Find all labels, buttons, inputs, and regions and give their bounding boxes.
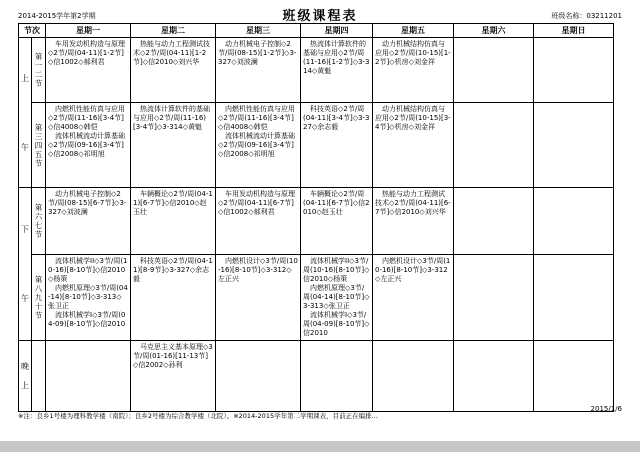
course-entry: 动力机械电子控制◇2节/周(08-15)[6-7节]◇3-327◇刘波澜	[48, 190, 127, 216]
bottom-gray-strip	[0, 441, 640, 452]
course-cell	[534, 38, 614, 103]
schedule-row	[19, 103, 614, 188]
course-entry: 热能与动力工程测试技术◇2节/周(04-11)[6-7节]◇信2010◇刘兴华	[375, 190, 451, 216]
course-entry: 内燃机性能仿真与应用◇2节/周(11-16)[3-4节]◇信4008◇韩恺	[218, 105, 295, 131]
course-entry: 动力机械结构仿真与应用◇2节/周(10-15)[3-4节]◇机房◇刘金祥	[375, 105, 451, 131]
period-label: 第 三 四 五 节	[32, 103, 46, 188]
course-entry: 动力机械电子控制◇2节/周(08-15)[1-2节]◇3-327◇刘波澜	[218, 40, 297, 66]
course-entry: 流体机械学II◇3节/周(10-16)[8-10节]◇信2010◇杨策	[303, 257, 370, 283]
session-label: 上 午	[19, 38, 32, 188]
course-cell	[301, 38, 373, 103]
course-cell	[216, 188, 301, 255]
course-entry: 车用发动机构造与原理◇2节/周(04-11)[6-7节]◇信1002◇郝利君	[218, 190, 295, 216]
course-cell	[131, 341, 216, 412]
schedule-row	[19, 255, 614, 341]
course-cell	[373, 341, 454, 412]
course-cell	[216, 103, 301, 188]
course-cell	[301, 188, 373, 255]
footer-date: 2015/1/6	[590, 405, 622, 413]
corner-header: 节次	[19, 24, 46, 38]
day-header-tuesday: 星期二	[131, 24, 216, 38]
schedule-row	[19, 341, 614, 412]
term-label: 2014-2015学年第2学期	[18, 12, 96, 20]
course-cell	[131, 255, 216, 341]
course-entry: 内燃机性能仿真与应用◇2节/周(11-16)[3-4节]◇信4008◇韩恺	[48, 105, 125, 131]
course-entry: 流体机械流动计算基础◇2节/周(09-16)[3-4节]◇信2008◇祁明旭	[218, 132, 295, 158]
day-header-monday: 星期一	[46, 24, 131, 38]
page-title: 班级课程表	[282, 9, 358, 24]
course-entry: 车用发动机构造与原理◇2节/周(04-11)[1-2节]◇信1002◇郝利君	[48, 40, 125, 66]
course-entry: 流体机械流动计算基础◇2节/周(09-16)[3-4节]◇信2008◇祁明旭	[48, 132, 125, 158]
course-cell	[46, 255, 131, 341]
course-entry: 热流体计算软件的基础与应用◇2节/周(11-16)[3-4节]◇3-314◇黄魁	[133, 105, 210, 131]
course-cell	[46, 188, 131, 255]
course-cell	[131, 38, 216, 103]
course-cell	[131, 103, 216, 188]
footer-note: ※注：良乡1号楼为理科教学楼（南院）；良乡2号楼为综合教学楼（北院）。※2014-2015学年第二学期课表，目前正在编排...	[18, 412, 378, 420]
period-label: 第 一 二 节	[32, 38, 46, 103]
course-cell	[454, 341, 534, 412]
course-cell	[534, 188, 614, 255]
day-header-saturday: 星期六	[454, 24, 534, 38]
course-cell	[216, 341, 301, 412]
course-entry: 内燃机原理◇3节/周(04-14)[8-10节]◇3-313◇张卫正	[303, 284, 370, 310]
course-cell	[454, 255, 534, 341]
course-cell	[534, 255, 614, 341]
course-cell	[454, 38, 534, 103]
page-footer	[18, 405, 622, 423]
course-cell	[454, 103, 534, 188]
course-cell	[131, 188, 216, 255]
course-cell	[454, 188, 534, 255]
course-cell	[46, 38, 131, 103]
course-cell	[534, 103, 614, 188]
course-cell	[216, 38, 301, 103]
class-schedule-table	[18, 23, 614, 412]
course-cell	[301, 341, 373, 412]
page-header	[18, 4, 622, 22]
class-name-label: 班级名称：03211201	[551, 12, 622, 20]
course-entry: 流体机械学I◇3节/周(04-09)[8-10节]◇信2010	[303, 311, 370, 337]
course-entry: 科技英语◇2节/周(04-11)[3-4节]◇3-327◇余志毅	[303, 105, 370, 131]
session-label: 晚 上	[19, 341, 32, 412]
course-cell	[301, 103, 373, 188]
course-cell	[373, 255, 454, 341]
course-entry: 马克思主义基本原理◇3节/周(01-16)[11-13节]◇信2002◇孙利	[133, 343, 213, 369]
day-header-friday: 星期五	[373, 24, 454, 38]
header-row	[19, 24, 614, 38]
course-entry: 内燃机设计◇3节/周(10-16)[8-10节]◇3-312◇左正兴	[218, 257, 298, 283]
course-cell	[534, 341, 614, 412]
period-label	[32, 341, 46, 412]
course-cell	[373, 38, 454, 103]
course-entry: 流体机械学I◇3节/周(04-09)[8-10节]◇信2010	[48, 311, 126, 328]
schedule-row	[19, 38, 614, 103]
course-entry: 科技英语◇2节/周(04-11)[8-9节]◇3-327◇余志毅	[133, 257, 213, 283]
course-entry: 动力机械结构仿真与应用◇2节/周(10-15)[1-2节]◇机房◇刘金祥	[375, 40, 451, 66]
course-entry: 热能与动力工程测试技术◇2节/周(04-11)[1-2节]◇信2010◇刘兴华	[133, 40, 210, 66]
period-label: 第 八 九 十 节	[32, 255, 46, 341]
course-entry: 内燃机原理◇3节/周(04-14)[8-10节]◇3-313◇张卫正	[48, 284, 128, 310]
course-cell	[301, 255, 373, 341]
course-cell	[46, 341, 131, 412]
period-label: 第 六 七 节	[32, 188, 46, 255]
course-cell	[46, 103, 131, 188]
schedule-body	[19, 38, 614, 412]
day-header-thursday: 星期四	[301, 24, 373, 38]
day-header-wednesday: 星期三	[216, 24, 301, 38]
course-cell	[216, 255, 301, 341]
course-entry: 热流体计算软件的基础与应用◇2节/周(11-16)[1-2节]◇3-314◇黄魁	[303, 40, 370, 75]
course-entry: 流体机械学II◇3节/周(10-16)[8-10节]◇信2010◇杨策	[48, 257, 128, 283]
session-label: 下 午	[19, 188, 32, 341]
day-header-sunday: 星期日	[534, 24, 614, 38]
course-entry: 车辆概论◇2节/周(04-11)[6-7节]◇信2010◇赵玉壮	[133, 190, 213, 216]
course-cell	[373, 188, 454, 255]
course-entry: 车辆概论◇2节/周(04-11)[6-7节]◇信2010◇赵玉壮	[303, 190, 370, 216]
schedule-row	[19, 188, 614, 255]
course-cell	[373, 103, 454, 188]
course-entry: 内燃机设计◇3节/周(10-16)[8-10节]◇3-312◇左正兴	[375, 257, 451, 283]
